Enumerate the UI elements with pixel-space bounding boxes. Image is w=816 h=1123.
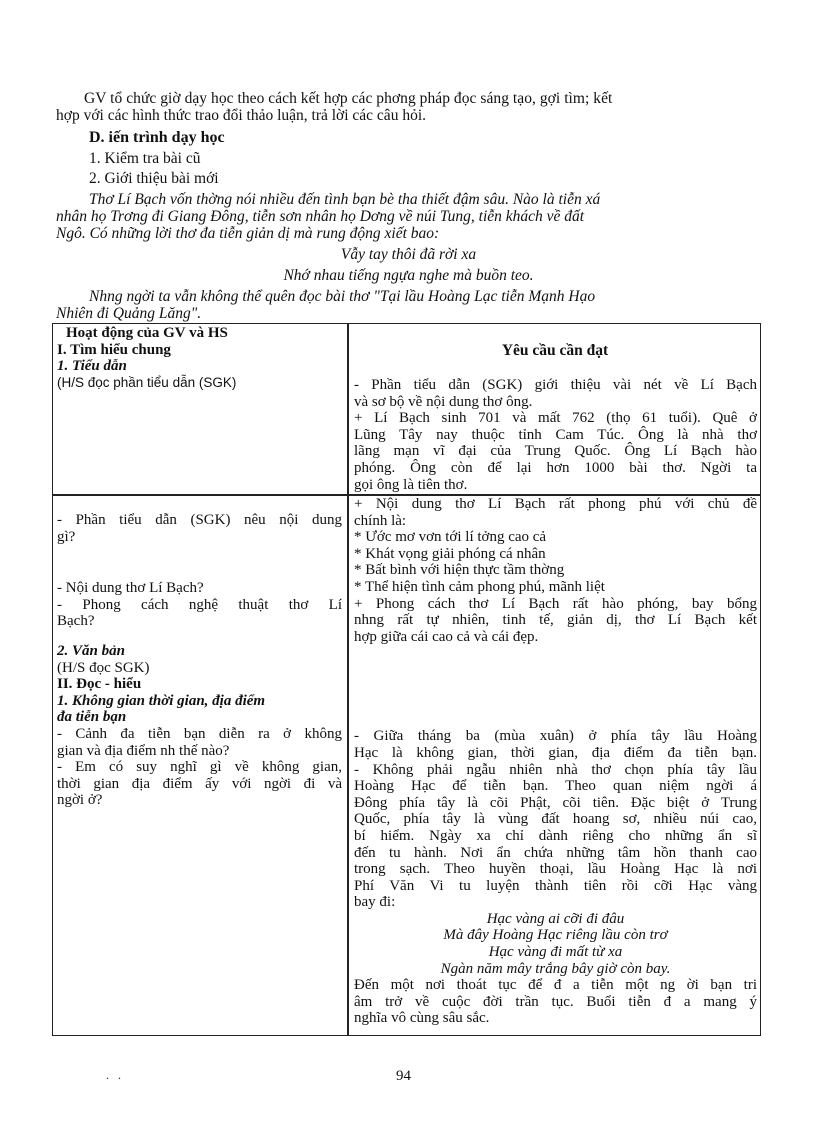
subsection-khong-gian: 1. Không gian thời gian, địa điểm: [57, 692, 266, 709]
left-cell-row-1: [57, 325, 343, 391]
answer-line: Hạc là không gian, thời gian, địa điểm đa tiễn bạn.: [354, 744, 757, 761]
note-doc-sgk: (H/S đọc SGK): [57, 659, 150, 676]
subsection-van-ban: 2. Văn bản: [57, 642, 125, 659]
answer-line: nhng rất tự nhiên, tinh tế, giản dị, thơ Lí Bạch kết: [354, 612, 757, 629]
answer-line: * Bất bình với hiện thực tầm thờng: [354, 562, 565, 579]
section-doc-hieu: II. Đọc - hiểu: [57, 676, 142, 693]
answer-line: chính là:: [354, 512, 407, 529]
italic-paragraph-line-1: Thơ Lí Bạch vốn thờng nói nhiều đến tình bạn bè tha thiết đậm sâu. Nào là tiễn xá: [89, 191, 601, 208]
answer-line: lãng mạn vĩ đại của Trung Quốc. Ông Lí Bạch hào: [354, 443, 757, 460]
intro-line-1: GV tổ chức giờ dạy học theo cách kết hợp các phơng pháp đọc sáng tạo, gợi tìm; kết: [84, 90, 613, 107]
poem-line: Hạc vàng ai cỡi đi đâu: [486, 910, 625, 927]
answer-line: nghĩa vô cùng sâu sắc.: [354, 1010, 490, 1027]
poem-line: Ngàn năm mây trắng bây giờ còn bay.: [440, 960, 671, 977]
section-tim-hieu-chung: I. Tìm hiểu chung: [57, 341, 171, 358]
answer-line: * Ước mơ vơn tới lí tởng cao cả: [354, 529, 547, 546]
subsection-khong-gian-cont: đa tiễn bạn: [57, 709, 127, 726]
right-cell-row-2: [354, 496, 757, 1027]
answer-line: Đông phía tây là cõi Phật, cõi tiên. Đặc biệt ở Trung: [354, 794, 757, 811]
question-line: - Phong cách nghệ thuật thơ Lí: [57, 596, 342, 613]
footer-dots: . .: [106, 1068, 124, 1082]
italic-paragraph-line-2: nhân họ Trơng đi Giang Đông, tiễn sơn nhân họ Dơng về núi Tung, tiễn khách về đất: [56, 208, 585, 225]
verse-line-1: Vẫy tay thôi đã rời xa: [340, 246, 477, 263]
verse-line-2: Nhớ nhau tiếng ngựa nghe mà buồn teo.: [283, 267, 534, 284]
intro-line-2: hợp với các hình thức trao đổi thảo luận, trả lời các câu hỏi.: [56, 107, 426, 124]
italic-paragraph-line-5: Nhiên đi Quảng Lăng".: [56, 305, 202, 322]
left-column-header: Hoạt động của GV và HS: [66, 325, 228, 341]
answer-line: trong sạch. Theo huyền thoại, lầu Hoàng Hạc là nơi: [354, 861, 757, 878]
question-line: - Cảnh đa tiễn bạn diễn ra ở không: [57, 725, 342, 742]
list-item-1: 1. Kiểm tra bài cũ: [89, 150, 201, 167]
poem-line: Mà đây Hoàng Hạc riêng lầu còn trơ: [443, 927, 668, 944]
answer-line: Hoàng Hạc để tiễn bạn. Theo quan niệm ngời á: [354, 778, 757, 795]
answer-line: * Thể hiện tình cảm phong phú, mãnh liệt: [354, 578, 605, 595]
italic-paragraph-line-4: Nhng ngời ta vẫn không thể quên đọc bài thơ "Tại lầu Hoàng Lạc tiễn Mạnh Hạo: [89, 288, 596, 305]
table-column-divider: [347, 323, 349, 1036]
italic-paragraph-line-3: Ngô. Có những lời thơ đa tiễn giản dị mà rung động xiết bao:: [56, 225, 440, 242]
page-number: 94: [396, 1068, 411, 1084]
question-line: Bạch?: [57, 613, 95, 630]
question-line: thời gian địa điểm ấy với ngời đi và: [57, 775, 342, 792]
answer-line: + Lí Bạch sinh 701 và mất 762 (thọ 61 tuổi). Quê ở: [354, 410, 757, 427]
poem-line: Hạc vàng đi mất từ xa: [488, 944, 623, 961]
question-line: - Phần tiểu dẫn (SGK) nêu nội dung: [57, 512, 342, 528]
answer-line: đến tu hành. Nơi ẩn chứa những tâm hồn thanh cao: [354, 844, 757, 861]
answer-line: và sơ bộ về nội dung thơ ông.: [354, 393, 533, 410]
right-cell-row-1: [354, 377, 757, 493]
answer-line: Phí Văn Vi tu luyện thành tiên rồi cỡi Hạc vàng: [354, 877, 757, 894]
question-line: gian và địa điểm nh thế nào?: [57, 742, 230, 759]
section-heading-d: D. iến trình dạy học: [89, 129, 225, 146]
answer-line: - Phần tiểu dẫn (SGK) giới thiệu vài nét về Lí Bạch: [354, 377, 757, 393]
answer-line: hợp giữa cái cao cả và cái đẹp.: [354, 628, 539, 645]
right-column-header: Yêu cầu cần đạt: [501, 342, 609, 359]
answer-line: phóng. Ông còn để lại hơn 1000 bài thơ. Ngời ta: [354, 459, 757, 476]
answer-line: - Không phải ngẫu nhiên nhà thơ chọn phía tây lầu: [354, 761, 757, 778]
answer-line: + Nội dung thơ Lí Bạch rất phong phú với chủ đề: [354, 496, 757, 512]
left-cell-row-2: [57, 512, 342, 809]
list-item-2: 2. Giới thiệu bài mới: [89, 170, 219, 187]
subsection-tieu-dan: 1. Tiểu dẫn: [57, 358, 127, 375]
answer-line: Quốc, phía tây là vùng đất hoang sơ, nhiều núi cao,: [354, 811, 757, 828]
question-line: ngời ở?: [57, 792, 103, 809]
answer-line: * Khát vọng giải phóng cá nhân: [354, 545, 546, 562]
question-line: - Em có suy nghĩ gì về không gian,: [57, 759, 342, 776]
answer-line: âm trở về cuộc đời trần tục. Buổi tiễn đ a mang ý: [354, 993, 757, 1010]
answer-line: - Giữa tháng ba (mùa xuân) ở phía tây lầu Hoàng: [354, 728, 757, 745]
question-line: gì?: [57, 528, 76, 545]
answer-line: gọi ông là tiên thơ.: [354, 476, 468, 493]
question-line: - Nội dung thơ Lí Bạch?: [57, 580, 204, 597]
answer-line: bí hiểm. Ngày xa chỉ dành riêng cho những ẩn sĩ: [354, 827, 757, 844]
answer-line: + Phong cách thơ Lí Bạch rất hào phóng, bay bổng: [354, 595, 757, 612]
answer-line: Lũng Tây nay thuộc tỉnh Cam Túc. Ông là nhà thơ: [354, 426, 757, 443]
answer-line: bay đi:: [354, 894, 396, 911]
answer-line: Đến một nơi thoát tục để đ a tiễn một ng ời bạn tri: [354, 977, 757, 994]
note-doc-tieu-dan: (H/S đọc phần tiểu dẫn (SGK): [57, 374, 237, 390]
